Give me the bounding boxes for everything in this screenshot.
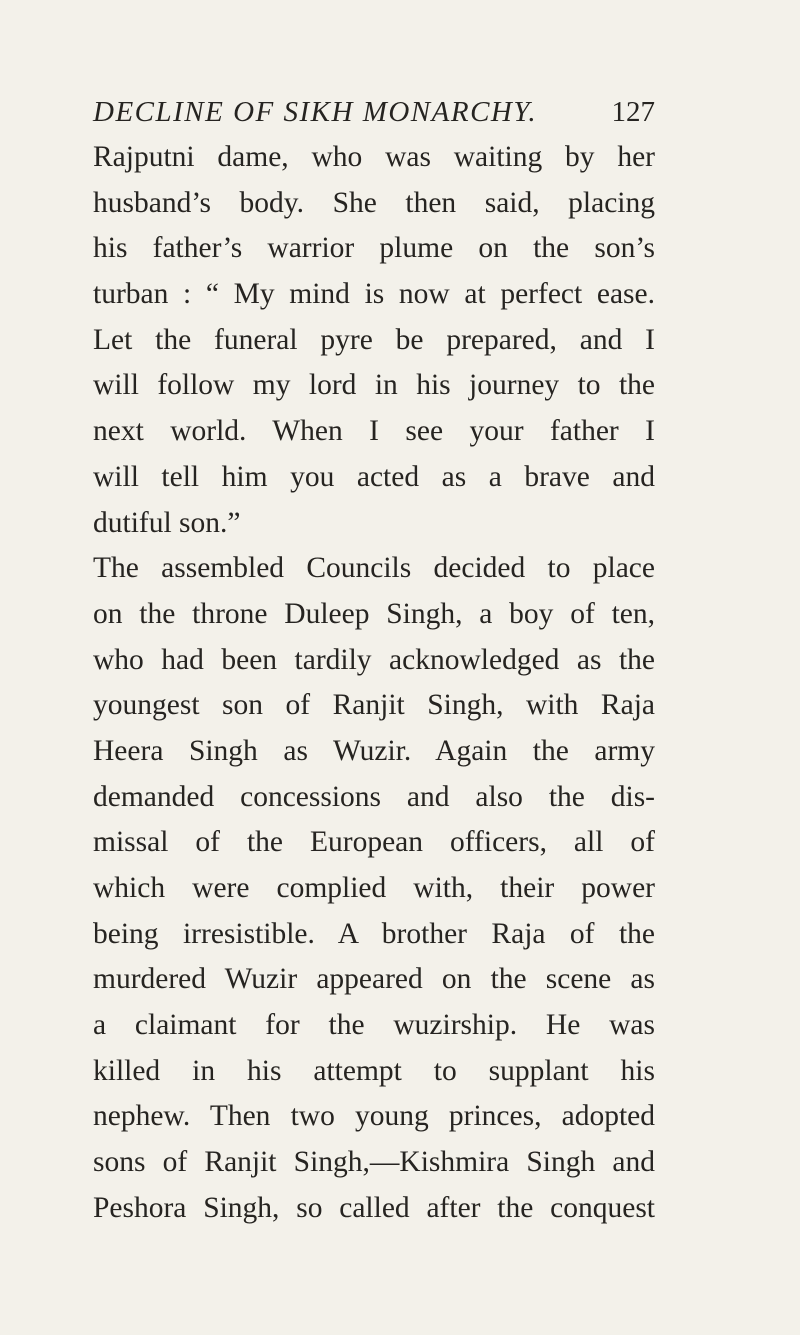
text-line: Heera Singh as Wuzir. Again the army [93, 734, 655, 767]
text-line: youngest son of Ranjit Singh, with Raja [93, 689, 655, 722]
text-line: Rajputni dame, who was waiting by her [93, 141, 655, 173]
text-line: will follow my lord in his journey to the [93, 369, 655, 402]
text-line: sons of Ranjit Singh,—Kishmira Singh and [93, 1146, 655, 1179]
text-line: missal of the European officers, all of [93, 826, 655, 859]
text-line: Let the funeral pyre be prepared, and I [93, 323, 655, 356]
text-line: will tell him you acted as a brave and [93, 460, 655, 493]
text-line: which were complied with, their power [93, 872, 655, 904]
text-line: Peshora Singh, so called after the conquest [93, 1191, 655, 1224]
body-text [93, 135, 655, 1232]
text-line: on the throne Duleep Singh, a boy of ten, [93, 597, 655, 630]
text-line: a claimant for the wuzirship. He was [93, 1009, 655, 1042]
text-line: murdered Wuzir appeared on the scene as [93, 963, 655, 996]
running-title: DECLINE OF SIKH MONARCHY. [93, 96, 538, 128]
text-line: The assembled Councils decided to place [93, 552, 655, 585]
text-line: turban : “ My mind is now at perfect ease. [93, 278, 655, 311]
text-line: husband’s body. She then said, placing [93, 186, 655, 219]
text-line: being irresistible. A brother Raja of the [93, 917, 655, 950]
text-line: demanded concessions and also the dis- [93, 780, 655, 813]
text-line: nephew. Then two young princes, adopted [93, 1100, 655, 1133]
text-line: dutiful son.” [93, 506, 241, 539]
text-line: who had been tardily acknowledged as the [93, 643, 655, 676]
text-line: next world. When I see your father I [93, 415, 655, 448]
page-header [93, 96, 655, 140]
page-number: 127 [611, 96, 655, 128]
text-line: his father’s warrior plume on the son’s [93, 232, 655, 265]
text-line: killed in his attempt to supplant his [93, 1054, 655, 1087]
